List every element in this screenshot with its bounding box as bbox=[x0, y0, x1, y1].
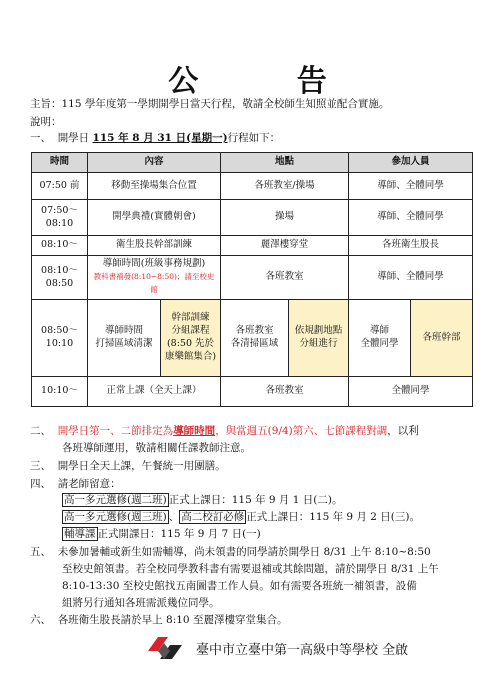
item-5-num: 五、 bbox=[30, 546, 51, 558]
table-row bbox=[32, 377, 473, 407]
cell-place: 操場 bbox=[221, 200, 349, 236]
cell-content-b bbox=[161, 300, 221, 377]
item-5-line1: 未參加暑輔或新生如需輔導，尚未領書的同學請於開學日 8/31 上午 8:10~8:50 bbox=[57, 546, 431, 558]
footer-school-name: 臺中市立臺中第一高級中等學校 全啟 bbox=[196, 643, 409, 658]
item-4-c bbox=[62, 526, 261, 541]
item-1-suffix: 行程如下： bbox=[227, 132, 281, 144]
cell-content: 正常上課（全天上課） bbox=[88, 377, 221, 407]
table-header-row bbox=[32, 153, 473, 173]
item-5-line4: 組將另行通知各班需派幾位同學。 bbox=[62, 597, 220, 609]
explain-label: 說明： bbox=[30, 116, 62, 128]
cell-people: 導師、全體同學 bbox=[349, 173, 473, 200]
item-4-b-rest: 正式上課日：115 年 9 月 2 日(三)。 bbox=[246, 511, 420, 523]
item-6-num: 六、 bbox=[30, 614, 51, 626]
cell-place-a bbox=[221, 300, 289, 377]
cell-people: 導師、全體同學 bbox=[349, 256, 473, 300]
cell-content bbox=[88, 256, 221, 300]
time-end: 08:50 bbox=[45, 277, 74, 289]
item-4-text: 請老師留意： bbox=[57, 478, 121, 490]
place-b1: 依規劃地點 bbox=[294, 325, 343, 337]
item-6-text: 各班衛生股長請於早上 8:10 至麗澤樓穿堂集合。 bbox=[57, 614, 288, 626]
item-4-b-mid: 、 bbox=[168, 511, 180, 523]
item-6 bbox=[30, 612, 287, 627]
content-main: 導師時間(班級事務規劃) bbox=[102, 258, 206, 270]
time-start: 08:10～ bbox=[41, 264, 78, 276]
item-1-num: 一、 bbox=[30, 132, 51, 144]
cell-place: 各班教室 bbox=[221, 256, 349, 300]
cell-content: 移動至操場集合位置 bbox=[88, 173, 221, 200]
cell-people: 全體同學 bbox=[349, 377, 473, 407]
item-2-part3: ，與當週五(9/4)第六、七節課程對調 bbox=[215, 425, 388, 437]
cell-time: 08:10～ bbox=[32, 236, 88, 256]
item-1-prefix: 開學日 bbox=[57, 132, 90, 144]
item-3-num: 三、 bbox=[30, 460, 51, 472]
item-5-line3: 8:10-13:30 至校史館找五南圖書工作人員。如有需要各班統一補領書，設備 bbox=[62, 580, 417, 592]
cell-time: 07:50 前 bbox=[32, 173, 88, 200]
cell-content: 衛生股長幹部訓練 bbox=[88, 236, 221, 256]
cell-place: 各班教室/操場 bbox=[221, 173, 349, 200]
content-a2: 打掃區域清潔 bbox=[95, 338, 153, 349]
item-4-c-box: 輔導課 bbox=[64, 528, 96, 540]
item-3 bbox=[30, 458, 226, 473]
content-b2: 分組課程 bbox=[171, 325, 210, 337]
item-5 bbox=[30, 544, 431, 559]
content-b1: 幹部訓練 bbox=[171, 312, 210, 324]
people-a2: 全體同學 bbox=[360, 338, 399, 349]
item-2-line2: 各班導師運用，敬請相關任課教師注意。 bbox=[62, 442, 251, 454]
item-2-part2: 導師時間 bbox=[173, 425, 216, 437]
item-4-b bbox=[62, 509, 420, 524]
table-row bbox=[32, 300, 473, 377]
item-4-c-rest: 正式開課日：115 年 9 月 7 日(一) bbox=[97, 528, 261, 540]
content-b3: (8:50 先於 bbox=[166, 338, 215, 349]
content-a1: 導師時間 bbox=[104, 325, 143, 337]
cell-place: 麗澤樓穿堂 bbox=[221, 236, 349, 256]
item-4-b-box1: 高一多元選修(週三班) bbox=[64, 511, 167, 523]
item-4-a-rest: 正式上課日：115 年 9 月 1 日(二)。 bbox=[168, 494, 343, 506]
school-logo-icon bbox=[146, 633, 184, 663]
cell-people: 各班衛生股長 bbox=[349, 236, 473, 256]
content-b4: 康樂館集合) bbox=[164, 350, 217, 362]
item-5-line2: 至校史館領書。若全校同學教科書有需要退補或其餘問題，請於開學日 8/31 上午 bbox=[62, 563, 439, 575]
cell-time: 10:10～ bbox=[32, 377, 88, 407]
time-start: 07:50～ bbox=[41, 204, 78, 216]
cell-people-b: 各班幹部 bbox=[411, 300, 473, 377]
header-content: 內容 bbox=[88, 153, 221, 173]
schedule-table bbox=[31, 152, 473, 407]
table-row bbox=[32, 200, 473, 236]
header-time: 時間 bbox=[32, 153, 88, 173]
people-a1: 導師 bbox=[370, 325, 390, 337]
item-2 bbox=[30, 423, 419, 438]
item-4-b-box2: 高二校訂必修 bbox=[181, 511, 245, 523]
time-end: 10:10 bbox=[45, 338, 74, 349]
table-row bbox=[32, 173, 473, 200]
time-start: 08:50～ bbox=[41, 325, 78, 337]
cell-content: 開學典禮(實體朝會) bbox=[88, 200, 221, 236]
cell-content-a bbox=[88, 300, 161, 377]
item-4-a-box: 高一多元選修(週二班) bbox=[64, 494, 167, 506]
place-a2: 各清掃區域 bbox=[230, 338, 279, 349]
cell-time bbox=[32, 200, 88, 236]
item-2-part1: 開學日第一、二節排定為 bbox=[57, 425, 174, 437]
header-people: 參加人員 bbox=[349, 153, 473, 173]
item-2-num: 二、 bbox=[30, 425, 51, 437]
item-4-num: 四、 bbox=[30, 478, 51, 490]
item-3-text: 開學日全天上課，午餐統一用團膳。 bbox=[57, 460, 226, 472]
header-place: 地點 bbox=[221, 153, 349, 173]
item-2-part4: ，以利 bbox=[387, 425, 419, 437]
cell-time bbox=[32, 256, 88, 300]
subject-line: 主旨：115 學年度第一學期開學日當天行程，敬請全校師生知照並配合實施。 bbox=[30, 98, 390, 110]
cell-people: 導師、全體同學 bbox=[349, 200, 473, 236]
item-1-date: 115 年 8 月 31 日(星期一) bbox=[92, 132, 228, 144]
item-1 bbox=[30, 130, 280, 145]
table-row bbox=[32, 256, 473, 300]
item-4-a bbox=[62, 492, 343, 507]
cell-place-b bbox=[289, 300, 349, 377]
time-end: 08:10 bbox=[45, 217, 74, 229]
item-4 bbox=[30, 476, 121, 491]
place-b2: 分組進行 bbox=[299, 338, 338, 349]
table-row bbox=[32, 236, 473, 256]
place-a1: 各班教室 bbox=[235, 325, 274, 337]
cell-place: 各班教室 bbox=[221, 377, 349, 407]
cell-people-a bbox=[349, 300, 411, 377]
content-note: 教科書補發(8:10~8:50)；請至校史館 bbox=[93, 272, 215, 294]
page-title: 公 告 bbox=[168, 64, 371, 99]
cell-time bbox=[32, 300, 88, 377]
